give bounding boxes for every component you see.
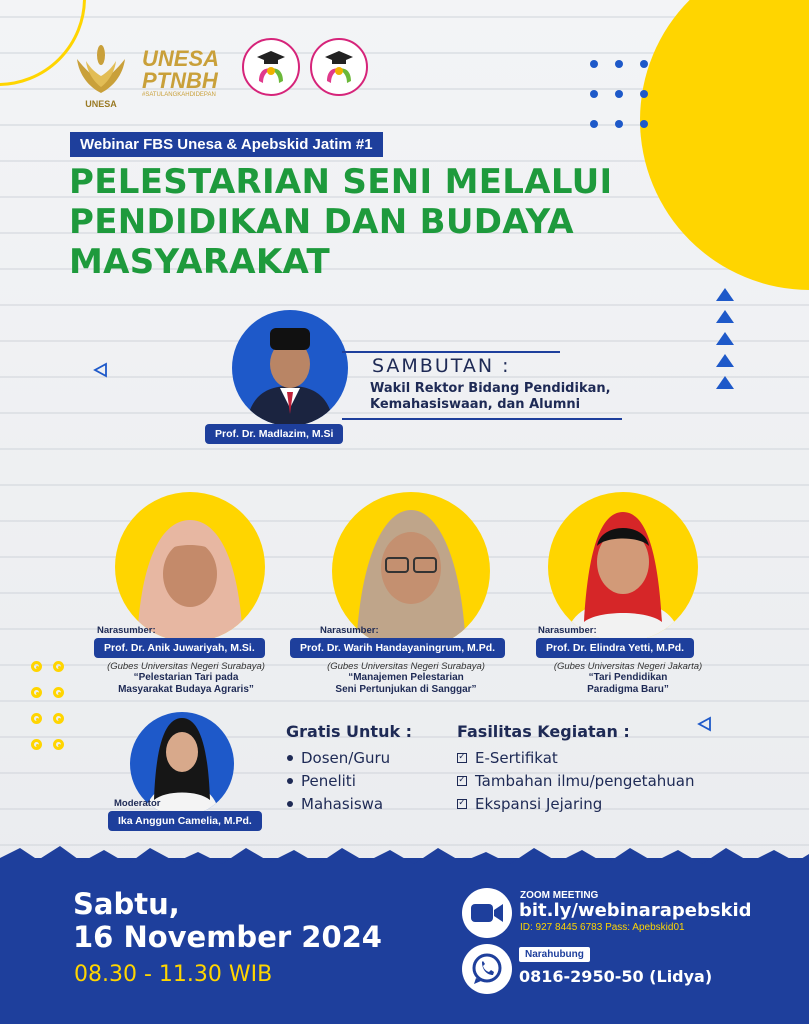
speaker-2-label: Narasumber: bbox=[320, 625, 379, 636]
moderator-name-pill: Ika Anggun Camelia, M.Pd. bbox=[108, 811, 262, 831]
fasilitas-item bbox=[457, 746, 694, 769]
speaker-3-label: Narasumber: bbox=[538, 625, 597, 636]
unesa-logo bbox=[70, 37, 132, 109]
outline-triangle-left-icon bbox=[92, 362, 108, 378]
gratis-item-label: Mahasiswa bbox=[301, 794, 384, 813]
sambutan-divider-bottom bbox=[342, 418, 622, 420]
speaker-3-name-pill: Prof. Dr. Elindra Yetti, M.Pd. bbox=[536, 638, 694, 658]
zoom-link[interactable]: bit.ly/webinarapebskid bbox=[519, 900, 752, 921]
yellow-dot-grid-decoration bbox=[31, 661, 75, 765]
speaker-1-photo bbox=[115, 492, 265, 642]
speaker-1-name-pill: Prof. Dr. Anik Juwariyah, M.Si. bbox=[94, 638, 265, 658]
unesa-emblem-icon bbox=[71, 43, 131, 99]
whatsapp-icon bbox=[462, 944, 512, 994]
fasilitas-item bbox=[457, 792, 694, 815]
speaker-2-topic bbox=[316, 672, 496, 696]
sambutan-role-line1: Wakil Rektor Bidang Pendidikan, bbox=[370, 381, 611, 396]
speaker-3-topic bbox=[538, 672, 718, 696]
moderator-label: Moderator bbox=[114, 798, 161, 809]
ptnbh-line1: UNESA bbox=[142, 46, 220, 71]
speaker-2-affiliation: (Gubes Universitas Negeri Surabaya) bbox=[327, 661, 485, 672]
sambutan-divider-top bbox=[342, 351, 560, 353]
speaker-2-topic-line1: “Manajemen Pelestarian bbox=[348, 672, 464, 683]
unesa-logo-label: UNESA bbox=[85, 99, 117, 109]
gratis-item bbox=[287, 746, 390, 769]
zoom-icon bbox=[462, 888, 512, 938]
fasilitas-item-label: E-Sertifikat bbox=[475, 748, 558, 767]
speaker-portrait-icon bbox=[115, 492, 265, 642]
gratis-item-label: Peneliti bbox=[301, 771, 356, 790]
checkbox-icon: ✓ bbox=[458, 798, 466, 808]
checkbox-icon: ✓ bbox=[458, 752, 466, 762]
apebskid-jatim-logo bbox=[310, 38, 368, 108]
speaker-3-affiliation: (Gubes Universitas Negeri Jakarta) bbox=[553, 661, 703, 672]
blue-dot-grid-decoration bbox=[590, 60, 665, 135]
contact-label: Narahubung bbox=[519, 947, 590, 962]
graduation-hands-icon bbox=[319, 47, 359, 87]
event-date: 16 November 2024 bbox=[73, 920, 382, 954]
bullet-icon bbox=[287, 801, 293, 807]
event-time: 08.30 - 11.30 WIB bbox=[74, 962, 273, 987]
speaker-portrait-icon bbox=[232, 310, 348, 426]
sambutan-title: SAMBUTAN : bbox=[372, 355, 511, 377]
speaker-1-affiliation: (Gubes Universitas Negeri Surabaya) bbox=[107, 661, 265, 672]
speaker-3-topic-line1: “Tari Pendidikan bbox=[588, 672, 668, 683]
gratis-title: Gratis Untuk : bbox=[286, 722, 413, 741]
zoom-label: ZOOM MEETING bbox=[520, 890, 599, 901]
sambutan-role bbox=[370, 381, 611, 413]
headline-line-3: MASYARAKAT bbox=[69, 242, 331, 282]
torn-paper-edge bbox=[0, 818, 809, 878]
speaker-2-name-pill: Prof. Dr. Warih Handayaningrum, M.Pd. bbox=[290, 638, 505, 658]
outline-triangle-left-icon bbox=[696, 716, 712, 732]
gratis-item bbox=[287, 792, 390, 815]
headline bbox=[69, 162, 669, 282]
bullet-icon bbox=[287, 778, 293, 784]
event-tag: Webinar FBS Unesa & Apebskid Jatim #1 bbox=[70, 132, 383, 157]
ptnbh-tagline: #SATULANGKAHDIDEPAN bbox=[142, 92, 216, 98]
speaker-1-topic bbox=[96, 672, 276, 696]
unesa-ptnbh-logo bbox=[142, 43, 232, 103]
zoom-credentials: ID: 927 8445 6783 Pass: Apebskid01 bbox=[520, 922, 685, 933]
fasilitas-item-label: Tambahan ilmu/pengetahuan bbox=[475, 771, 695, 790]
sambutan-photo bbox=[232, 310, 348, 426]
speaker-1-label: Narasumber: bbox=[97, 625, 156, 636]
speaker-3-topic-line2: Paradigma Baru” bbox=[587, 684, 669, 695]
sambutan-role-line2: Kemahasiswaan, dan Alumni bbox=[370, 397, 581, 412]
gratis-item-label: Dosen/Guru bbox=[301, 748, 391, 767]
gratis-list bbox=[287, 746, 390, 815]
ptnbh-line2: PTNBH bbox=[142, 68, 218, 93]
blue-triangle-column-decoration bbox=[716, 288, 734, 389]
sambutan-name-pill: Prof. Dr. Madlazim, M.Si bbox=[205, 424, 343, 444]
checkbox-icon: ✓ bbox=[458, 775, 466, 785]
speaker-3-photo bbox=[548, 492, 698, 642]
bullet-icon bbox=[287, 755, 293, 761]
gratis-item bbox=[287, 769, 390, 792]
fasilitas-list bbox=[457, 746, 694, 815]
fasilitas-title: Fasilitas Kegiatan : bbox=[457, 722, 630, 741]
fasilitas-item bbox=[457, 769, 694, 792]
contact-phone[interactable]: 0816-2950-50 (Lidya) bbox=[519, 967, 713, 986]
speaker-portrait-icon bbox=[548, 492, 698, 642]
speaker-2-topic-line2: Seni Pertunjukan di Sanggar” bbox=[335, 684, 477, 695]
headline-line-2: PENDIDIKAN DAN BUDAYA bbox=[69, 202, 574, 242]
headline-line-1: PELESTARIAN SENI MELALUI bbox=[69, 162, 613, 202]
apebskid-logo bbox=[242, 38, 300, 108]
speaker-1-topic-line1: “Pelestarian Tari pada bbox=[133, 672, 239, 683]
graduation-hands-icon bbox=[251, 47, 291, 87]
logo-row bbox=[70, 37, 368, 109]
speaker-1-topic-line2: Masyarakat Budaya Agraris” bbox=[118, 684, 254, 695]
event-day: Sabtu, bbox=[73, 887, 180, 921]
fasilitas-item-label: Ekspansi Jejaring bbox=[475, 794, 603, 813]
